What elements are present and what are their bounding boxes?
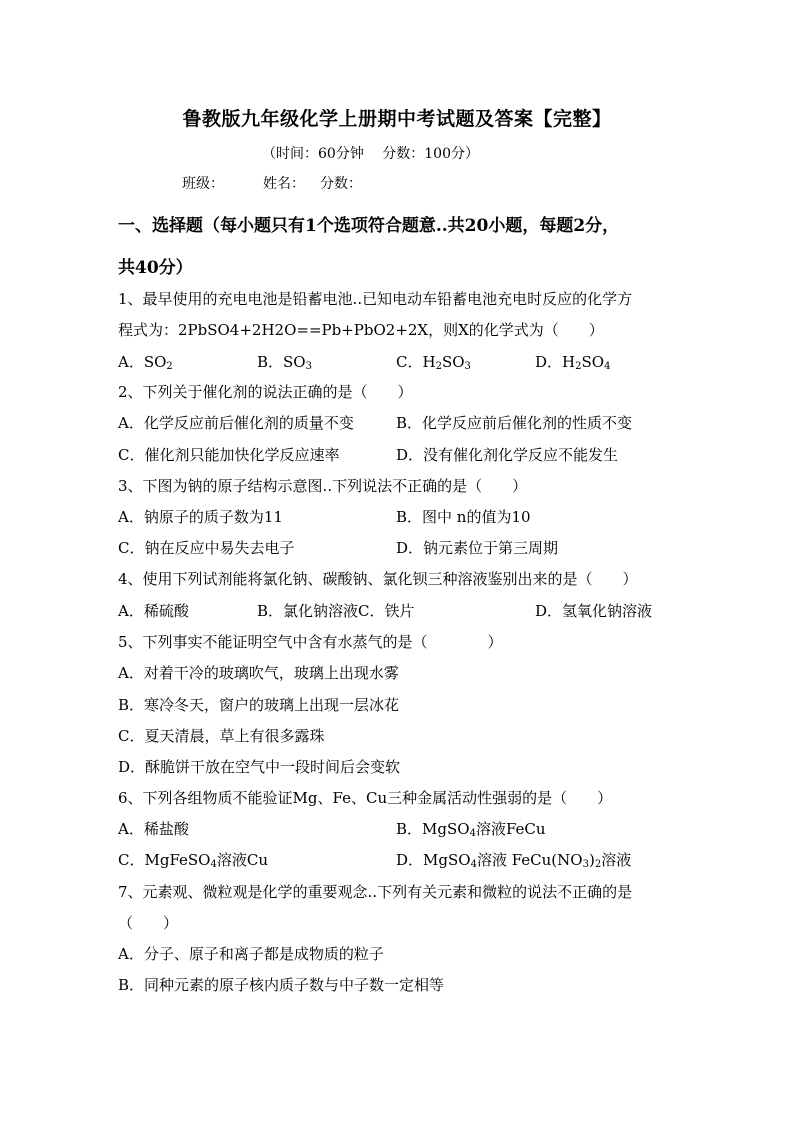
q2-option-c: C．催化剂只能加快化学反应速率 [118,446,340,464]
q2-option-d: D．没有催化剂化学反应不能发生 [396,446,619,464]
q4-option-d: D．氢氧化钠溶液 [535,602,653,620]
q6-stem: 6、下列各组物质不能验证Mg、Fe、Cu三种金属活动性强弱的是（ ） [118,789,613,807]
q4-stem: 4、使用下列试剂能将氯化钠、碳酸钠、氯化钡三种溶液鉴别出来的是（ ） [118,570,638,588]
q3-option-d: D．钠元素位于第三周期 [396,539,559,557]
q5-option-a: A．对着干冷的玻璃吹气，玻璃上出现水雾 [118,664,399,682]
q6-option-d: D．MgSO$_4$溶液 $FeCu(NO_3)_2$溶液 [396,851,632,870]
q7-option-a: A．分子、原子和离子都是成物质的粒子 [118,945,384,963]
page-title: 鲁教版九年级化学上册期中考试题及答案【完整】 [182,108,612,130]
q4-option-bc: B．氯化钠溶液C．铁片 [257,602,415,620]
q4-option-a: A．稀硫酸 [118,602,189,620]
q2-option-a: A．化学反应前后催化剂的质量不变 [118,414,354,432]
q3-option-a: A．钠原子的质子数为11 [118,508,283,526]
class-label: 班级： [182,176,224,192]
q1-option-d: D．$H_2SO_4$ [535,353,611,372]
q1-stem-line1: 1、最早使用的充电电池是铅蓄电池..已知电动车铅蓄电池充电时反应的化学方 [118,290,633,308]
q7-option-b: B．同种元素的原子核内质子数与中子数一定相等 [118,976,445,994]
score-label: 分数： [320,176,362,192]
section-heading-line2: 共40分） [118,258,193,278]
section-heading-line1: 一、选择题（每小题只有1个选项符合题意..共20小题，每题2分， [118,216,620,236]
q3-stem: 3、下图为钠的原子结构示意图..下列说法不正确的是（ ） [118,477,528,495]
name-label: 姓名： [263,176,305,192]
q2-option-b: B．化学反应前后催化剂的性质不变 [396,414,633,432]
q1-option-a: A．$SO_2$ [118,353,173,372]
q7-stem-line1: 7、元素观、微粒观是化学的重要观念..下列有关元素和微粒的说法不正确的是 [118,883,633,901]
q6-option-c: C．MgFeSO$_4$溶液Cu [118,851,268,870]
q1-option-c: C．$H_2SO_3$ [396,353,471,372]
q5-stem: 5、下列事实不能证明空气中含有水蒸气的是（ ） [118,633,503,651]
q2-stem: 2、下列关于催化剂的说法正确的是（ ） [118,383,413,401]
q1-stem-line2: 程式为：2PbSO4+2H2O==Pb+PbO2+2X，则X的化学式为（ ） [118,321,604,339]
q5-option-c: C．夏天清晨，草上有很多露珠 [118,727,325,745]
q3-option-c: C．钠在反应中易失去电子 [118,539,295,557]
q5-option-d: D．酥脆饼干放在空气中一段时间后会变软 [118,758,401,776]
q7-stem-line2: （ ） [118,914,179,932]
q6-option-a: A．稀盐酸 [118,820,189,838]
q1-option-b: B．$SO_3$ [257,353,312,372]
time-score: （时间：60分钟 分数：100分） [262,146,479,162]
q5-option-b: B．寒冷冬天，窗户的玻璃上出现一层冰花 [118,696,400,714]
q6-option-b: B．MgSO$_4$溶液FeCu [396,820,546,839]
q3-option-b: B．图中 n的值为10 [396,508,531,526]
